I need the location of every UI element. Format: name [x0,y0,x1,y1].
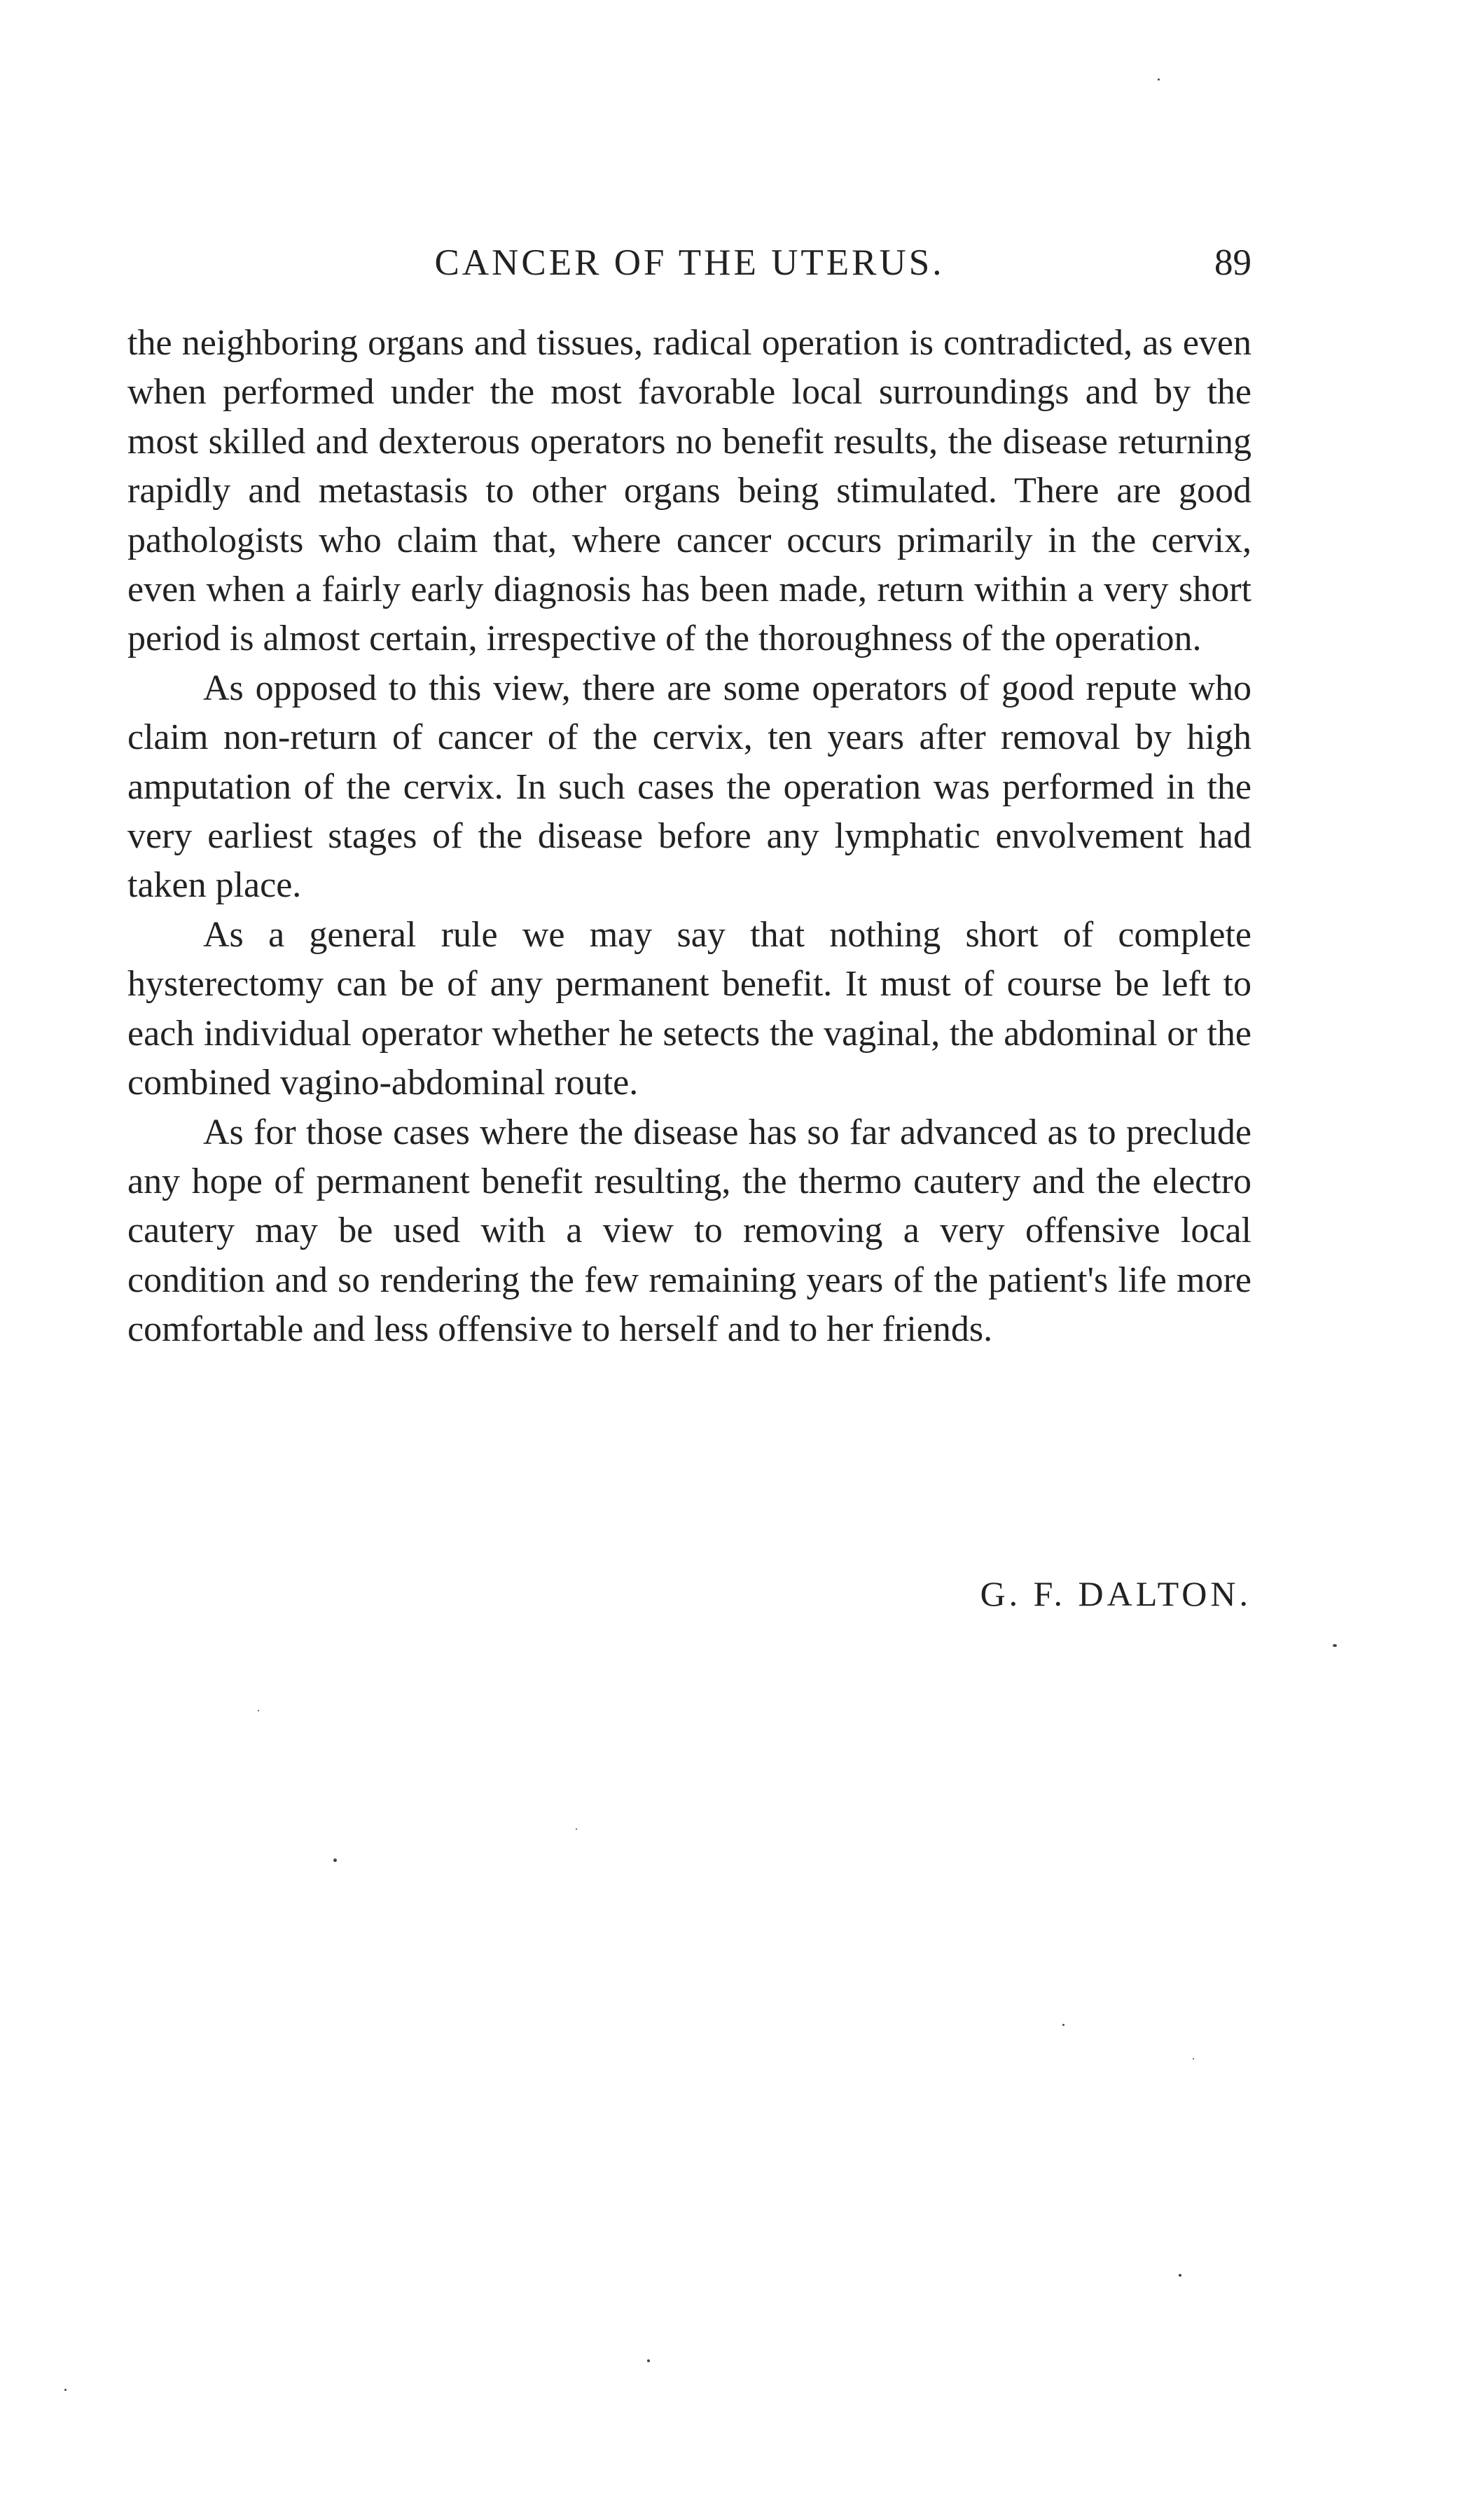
scan-speck [64,2389,67,2391]
scan-speck [258,1710,259,1711]
paragraph: As for those cases where the disease has so far advanced as to preclude any hope of permanent benefit resulting, the thermo cautery and the electro cautery may be used with a view to removing a very offensive local condition and so rendering the few remaining years of the patient's life more comfortable and less offensive to herself and to her friends. [127,1112,1251,1350]
paragraph-continuation: the neighboring organs and tissues, radical operation is contradicted, as even when performed under the most favorable local surroundings and by the most skilled and dexterous operators no benefit results, the disease returning rapidly and metastasis to other organs being stimulated. There are good pathologists who claim that, where cancer occurs primarily in the cervix, even when a fairly early diagnosis has been made, return within a very short period is almost certain, irrespective of the thoroughness of the operation. [127,323,1251,659]
scan-speck [1179,2274,1181,2277]
paragraph: As opposed to this view, there are some operators of good repute who claim non-return of cancer of the cervix, ten years after removal by high amputation of the cervix. In such cases the operation was performed in the very earliest stages of the disease before any lymphatic envolvement had taken place. [127,668,1251,906]
author-signature: G. F. DALTON. [980,1574,1251,1613]
running-head [127,235,1251,291]
body-text [127,319,1251,1355]
chapter-title: CANCER OF THE UTERUS. [434,242,945,283]
paragraph: As a general rule we may say that nothing short of complete hysterectomy can be of any permanent benefit. It must of course be left to each individual operator whether he setects the vaginal, the abdominal or the combined vagino-abdominal route. [127,914,1251,1103]
scan-speck [1158,78,1160,81]
scan-speck [647,2359,650,2362]
page-number: 89 [1214,242,1251,283]
scan-speck [1062,2024,1065,2026]
scan-speck [1193,2058,1194,2060]
scan-speck [1333,1644,1337,1647]
scan-speck [333,1859,337,1862]
scan-speck [576,1828,577,1830]
